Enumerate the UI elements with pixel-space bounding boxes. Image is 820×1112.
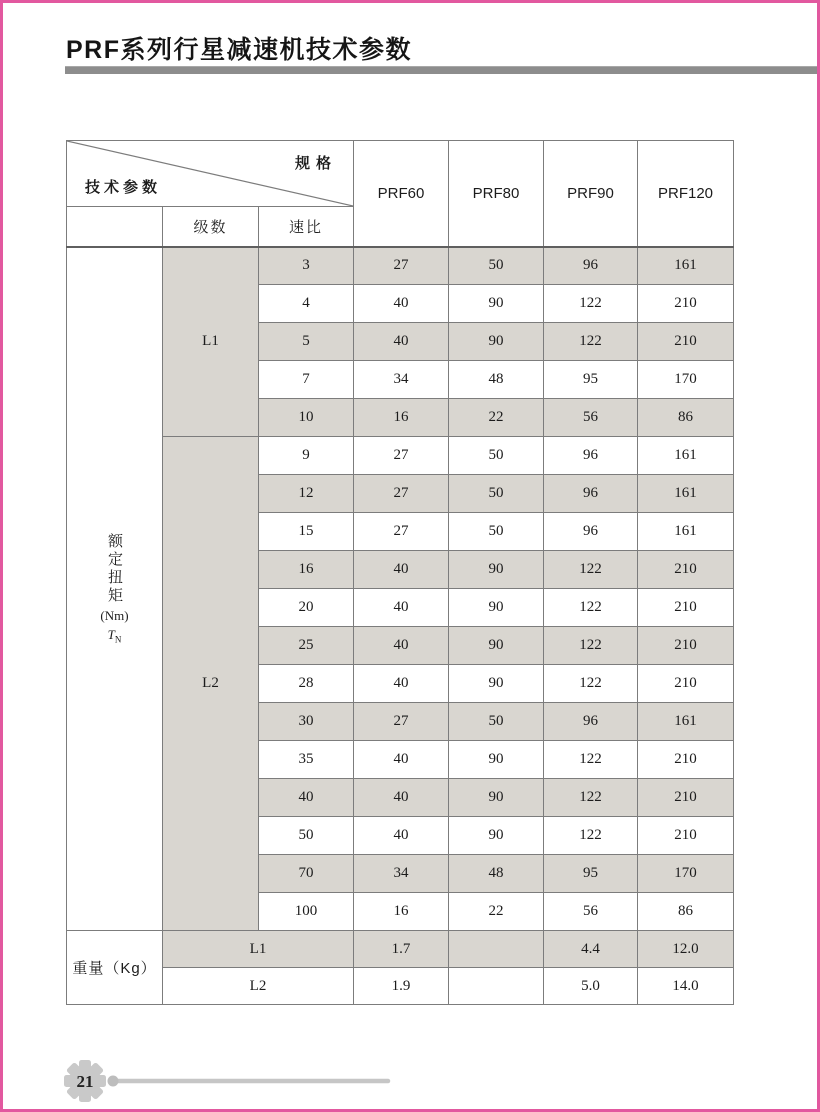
torque-label: 额定扭矩 xyxy=(106,532,123,605)
ratio-cell: 20 xyxy=(259,589,354,627)
value-cell: 50 xyxy=(449,703,544,741)
weight-stage-l2: L2 xyxy=(163,968,354,1005)
value-cell: 96 xyxy=(544,247,638,285)
footer-line-dot xyxy=(108,1076,119,1087)
ratio-cell: 25 xyxy=(259,627,354,665)
value-cell: 48 xyxy=(449,855,544,893)
value-cell: 40 xyxy=(354,665,449,703)
table-row xyxy=(67,437,734,475)
value-cell: 40 xyxy=(354,627,449,665)
ratio-cell: 16 xyxy=(259,551,354,589)
torque-unit: (Nm) xyxy=(100,607,129,623)
value-cell: 90 xyxy=(449,551,544,589)
value-cell: 161 xyxy=(638,513,734,551)
column-header-prf90: PRF90 xyxy=(544,141,638,247)
value-cell: 1.7 xyxy=(354,931,449,968)
value-cell: 14.0 xyxy=(638,968,734,1005)
value-cell: 34 xyxy=(354,361,449,399)
header-row-1 xyxy=(67,141,734,207)
value-cell: 90 xyxy=(449,589,544,627)
value-cell: 210 xyxy=(638,779,734,817)
ratio-cell: 15 xyxy=(259,513,354,551)
value-cell: 122 xyxy=(544,551,638,589)
ratio-cell: 3 xyxy=(259,247,354,285)
value-cell: 22 xyxy=(449,399,544,437)
table-row xyxy=(67,247,734,285)
value-cell: 210 xyxy=(638,551,734,589)
weight-row xyxy=(67,968,734,1005)
ratio-cell: 28 xyxy=(259,665,354,703)
value-cell: 90 xyxy=(449,779,544,817)
footer-decoration xyxy=(60,1056,400,1106)
ratio-cell: 4 xyxy=(259,285,354,323)
weight-row-header: 重量（Kg） xyxy=(67,931,163,1005)
ratio-cell: 40 xyxy=(259,779,354,817)
ratio-cell: 30 xyxy=(259,703,354,741)
value-cell: 86 xyxy=(638,893,734,931)
value-cell: 27 xyxy=(354,513,449,551)
value-cell: 40 xyxy=(354,285,449,323)
value-cell: 210 xyxy=(638,323,734,361)
value-cell: 40 xyxy=(354,741,449,779)
value-cell: 40 xyxy=(354,779,449,817)
value-cell: 40 xyxy=(354,589,449,627)
stage-cell-l1: L1 xyxy=(163,247,259,437)
value-cell: 161 xyxy=(638,247,734,285)
ratio-cell: 70 xyxy=(259,855,354,893)
value-cell: 210 xyxy=(638,285,734,323)
value-cell: 56 xyxy=(544,399,638,437)
value-cell: 161 xyxy=(638,475,734,513)
value-cell: 122 xyxy=(544,285,638,323)
value-cell: 210 xyxy=(638,665,734,703)
value-cell: 34 xyxy=(354,855,449,893)
value-cell: 40 xyxy=(354,817,449,855)
ratio-cell: 9 xyxy=(259,437,354,475)
value-cell: 12.0 xyxy=(638,931,734,968)
value-cell: 122 xyxy=(544,665,638,703)
value-cell: 122 xyxy=(544,627,638,665)
value-cell: 90 xyxy=(449,323,544,361)
value-cell: 4.4 xyxy=(544,931,638,968)
ratio-cell: 100 xyxy=(259,893,354,931)
value-cell: 50 xyxy=(449,247,544,285)
header-ratio: 速比 xyxy=(259,207,354,247)
torque-row-header xyxy=(67,247,163,931)
value-cell: 5.0 xyxy=(544,968,638,1005)
value-cell: 96 xyxy=(544,703,638,741)
value-cell: 95 xyxy=(544,361,638,399)
value-cell: 90 xyxy=(449,817,544,855)
value-cell: 122 xyxy=(544,817,638,855)
value-cell: 122 xyxy=(544,741,638,779)
ratio-cell: 10 xyxy=(259,399,354,437)
value-cell: 86 xyxy=(638,399,734,437)
column-header-prf120: PRF120 xyxy=(638,141,734,247)
torque-symbol: $T_N$ xyxy=(107,626,122,645)
value-cell: 16 xyxy=(354,399,449,437)
spec-table xyxy=(66,140,734,1005)
value-cell: 210 xyxy=(638,741,734,779)
value-cell: 95 xyxy=(544,855,638,893)
column-header-prf80: PRF80 xyxy=(449,141,544,247)
corner-param-label: 技术参数 xyxy=(85,179,162,196)
value-cell: 161 xyxy=(638,437,734,475)
page-number: 21 xyxy=(76,1072,94,1091)
column-header-prf60: PRF60 xyxy=(354,141,449,247)
value-cell: 122 xyxy=(544,779,638,817)
value-cell: 40 xyxy=(354,323,449,361)
ratio-cell: 50 xyxy=(259,817,354,855)
weight-stage-l1: L1 xyxy=(163,931,354,968)
value-cell: 122 xyxy=(544,589,638,627)
value-cell: 210 xyxy=(638,589,734,627)
value-cell: 22 xyxy=(449,893,544,931)
value-cell: 90 xyxy=(449,627,544,665)
value-cell: 170 xyxy=(638,855,734,893)
value-cell: 90 xyxy=(449,285,544,323)
value-cell: 96 xyxy=(544,437,638,475)
header-stage: 级数 xyxy=(163,207,259,247)
value-cell: 50 xyxy=(449,475,544,513)
value-cell: 50 xyxy=(449,513,544,551)
value-cell: 27 xyxy=(354,703,449,741)
ratio-cell: 7 xyxy=(259,361,354,399)
value-cell: 210 xyxy=(638,627,734,665)
value-cell: 96 xyxy=(544,475,638,513)
ratio-cell: 12 xyxy=(259,475,354,513)
value-cell: 122 xyxy=(544,323,638,361)
title-underline-bar xyxy=(65,66,817,74)
weight-row xyxy=(67,931,734,968)
value-cell: 90 xyxy=(449,665,544,703)
corner-cell xyxy=(67,141,354,207)
value-cell xyxy=(449,931,544,968)
value-cell xyxy=(449,968,544,1005)
value-cell: 1.9 xyxy=(354,968,449,1005)
torque-label-group xyxy=(67,533,162,645)
value-cell: 170 xyxy=(638,361,734,399)
value-cell: 161 xyxy=(638,703,734,741)
value-cell: 50 xyxy=(449,437,544,475)
value-cell: 48 xyxy=(449,361,544,399)
value-cell: 210 xyxy=(638,817,734,855)
corner-spec-label: 规格 xyxy=(295,155,338,172)
value-cell: 56 xyxy=(544,893,638,931)
value-cell: 27 xyxy=(354,475,449,513)
value-cell: 27 xyxy=(354,247,449,285)
value-cell: 90 xyxy=(449,741,544,779)
page-title: PRF系列行星减速机技术参数 xyxy=(66,36,413,64)
ratio-cell: 35 xyxy=(259,741,354,779)
value-cell: 27 xyxy=(354,437,449,475)
stage-cell-l2: L2 xyxy=(163,437,259,931)
header-empty-cell xyxy=(67,207,163,247)
ratio-cell: 5 xyxy=(259,323,354,361)
value-cell: 96 xyxy=(544,513,638,551)
value-cell: 16 xyxy=(354,893,449,931)
value-cell: 40 xyxy=(354,551,449,589)
